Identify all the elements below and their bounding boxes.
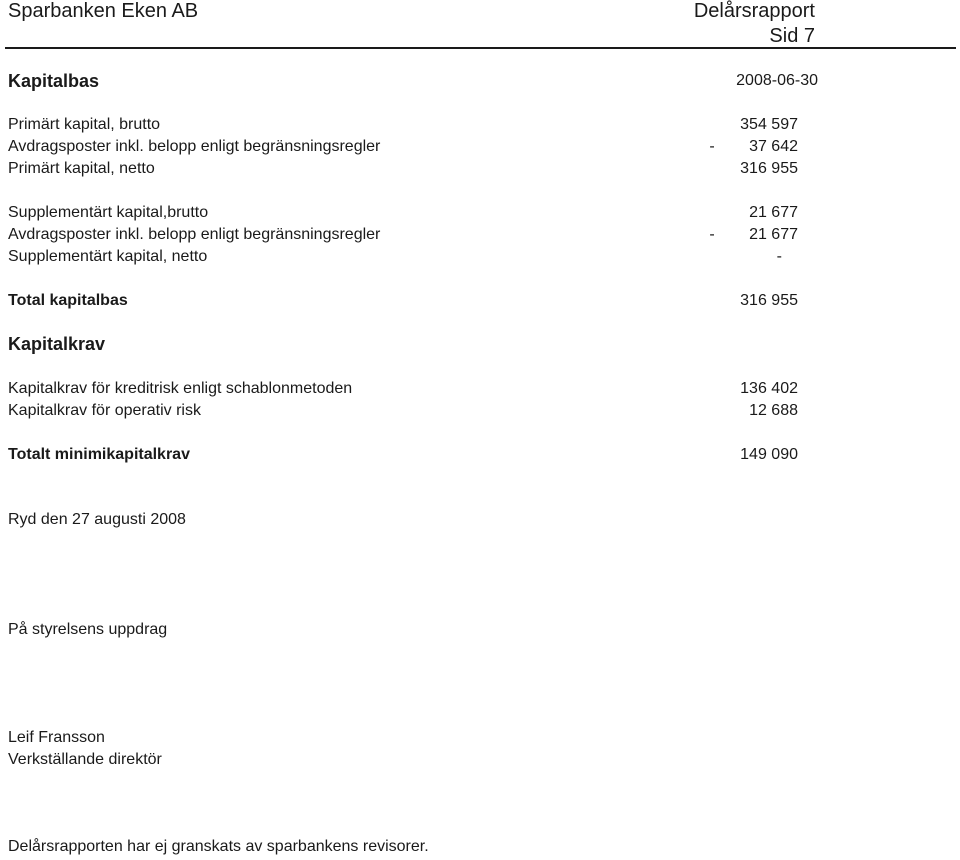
- kapitalkrav-heading-row: [8, 333, 798, 355]
- row-label: Kapitalkrav för kreditrisk enligt schablonmetoden: [8, 380, 353, 397]
- total-value: 149 090: [740, 446, 798, 463]
- row-value: 136 402: [740, 380, 798, 397]
- row-label: Avdragsposter inkl. belopp enligt begränsningsregler: [8, 138, 381, 155]
- section-title-kapitalbas: Kapitalbas: [8, 71, 100, 91]
- page-number: Sid 7: [769, 25, 815, 47]
- row-value: 12 688: [749, 402, 798, 419]
- row-label: Avdragsposter inkl. belopp enligt begränsningsregler: [8, 226, 381, 243]
- header-rule: [5, 47, 956, 49]
- table-row: [8, 136, 798, 158]
- section-title-kapitalkrav: Kapitalkrav: [8, 334, 106, 354]
- row-value: 354 597: [740, 116, 798, 133]
- total-value: 316 955: [740, 292, 798, 309]
- total-label: Total kapitalbas: [8, 292, 128, 309]
- kapitalbas-heading-row: [8, 70, 818, 92]
- on-behalf-text: På styrelsens uppdrag: [8, 621, 168, 638]
- bank-name: Sparbanken Eken AB: [8, 0, 199, 22]
- table-row: [8, 114, 798, 136]
- row-label: Supplementärt kapital, netto: [8, 248, 208, 265]
- table-row: [8, 158, 798, 180]
- row-value: 316 955: [740, 160, 798, 177]
- total-row: [8, 290, 798, 312]
- table-row: [8, 400, 798, 422]
- row-sign: -: [709, 226, 715, 243]
- table-row: [8, 378, 798, 400]
- row-label: Primärt kapital, netto: [8, 160, 155, 177]
- report-title: Delårsrapport: [693, 0, 815, 22]
- row-label: Primärt kapital, brutto: [8, 116, 161, 133]
- table-row: [8, 246, 798, 268]
- row-value: -: [776, 248, 782, 265]
- row-label: Kapitalkrav för operativ risk: [8, 402, 201, 419]
- audit-note: Delårsrapporten har ej granskats av sparbankens revisorer.: [8, 838, 429, 855]
- total-row: [8, 444, 798, 466]
- signer-name: Leif Fransson: [8, 729, 105, 746]
- total-label: Totalt minimikapitalkrav: [8, 446, 190, 463]
- row-label: Supplementärt kapital,brutto: [8, 204, 209, 221]
- row-value: 37 642: [749, 138, 798, 155]
- row-sign: -: [709, 138, 715, 155]
- report-date: 2008-06-30: [736, 72, 818, 89]
- place-date: Ryd den 27 augusti 2008: [8, 511, 186, 528]
- table-row: [8, 202, 798, 224]
- signer-title: Verkställande direktör: [8, 751, 162, 768]
- row-value: 21 677: [749, 226, 798, 243]
- table-row: [8, 224, 798, 246]
- row-value: 21 677: [749, 204, 798, 221]
